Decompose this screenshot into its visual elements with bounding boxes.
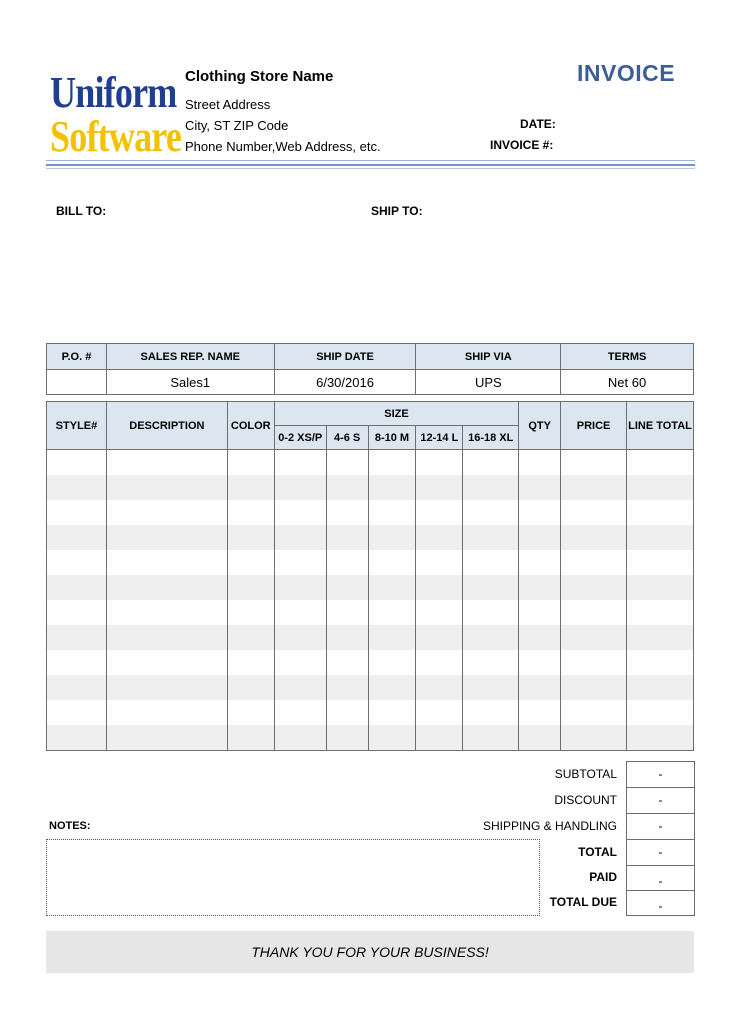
table-row: [47, 575, 694, 600]
table-cell[interactable]: [463, 450, 519, 476]
color-header: COLOR: [227, 402, 274, 450]
table-cell[interactable]: [416, 500, 463, 525]
notes-input[interactable]: [46, 839, 540, 916]
table-cell[interactable]: [47, 725, 107, 751]
table-cell[interactable]: [627, 725, 694, 751]
table-cell[interactable]: [326, 525, 368, 550]
company-name: Clothing Store Name: [185, 68, 334, 85]
table-cell[interactable]: [326, 625, 368, 650]
table-cell[interactable]: [627, 550, 694, 575]
table-cell[interactable]: [627, 650, 694, 675]
logo-software: Software: [50, 112, 182, 161]
table-cell[interactable]: [368, 625, 416, 650]
table-cell[interactable]: [416, 675, 463, 700]
table-cell[interactable]: [519, 700, 561, 725]
table-cell[interactable]: [416, 550, 463, 575]
table-cell[interactable]: [106, 575, 227, 600]
date-label: DATE:: [520, 117, 556, 131]
header-divider: [46, 164, 695, 166]
size-xs-header: 0-2 XS/P: [274, 426, 326, 450]
table-cell[interactable]: [106, 450, 227, 476]
table-cell[interactable]: [274, 600, 326, 625]
table-cell[interactable]: [227, 525, 274, 550]
table-cell[interactable]: [326, 650, 368, 675]
table-cell[interactable]: [106, 550, 227, 575]
table-cell[interactable]: [561, 700, 627, 725]
table-cell[interactable]: [463, 525, 519, 550]
description-header: DESCRIPTION: [106, 402, 227, 450]
company-contact: Phone Number,Web Address, etc.: [185, 139, 381, 154]
table-row: [47, 700, 694, 725]
table-cell[interactable]: [519, 550, 561, 575]
table-cell[interactable]: [627, 450, 694, 476]
table-row: [47, 475, 694, 500]
table-cell[interactable]: [416, 625, 463, 650]
table-cell[interactable]: [368, 650, 416, 675]
total-due-label: TOTAL DUE: [549, 895, 617, 909]
table-cell[interactable]: [368, 500, 416, 525]
table-cell[interactable]: [561, 650, 627, 675]
table-cell[interactable]: [47, 700, 107, 725]
table-cell[interactable]: [106, 675, 227, 700]
sales-rep-header: SALES REP. NAME: [106, 344, 274, 370]
table-cell[interactable]: [416, 600, 463, 625]
table-cell[interactable]: [627, 700, 694, 725]
table-cell[interactable]: [274, 675, 326, 700]
table-cell[interactable]: [274, 525, 326, 550]
company-city: City, ST ZIP Code: [185, 118, 289, 133]
table-cell[interactable]: [463, 600, 519, 625]
table-cell[interactable]: [627, 475, 694, 500]
po-value[interactable]: [47, 370, 107, 395]
table-cell[interactable]: [627, 600, 694, 625]
table-cell[interactable]: [326, 575, 368, 600]
table-cell[interactable]: [274, 475, 326, 500]
table-cell[interactable]: [274, 550, 326, 575]
table-cell[interactable]: [368, 725, 416, 751]
logo-uniform: Uniform: [50, 68, 177, 117]
table-row: [47, 600, 694, 625]
table-cell[interactable]: [561, 525, 627, 550]
table-row: [47, 450, 694, 476]
table-cell[interactable]: [47, 550, 107, 575]
qty-header: QTY: [519, 402, 561, 450]
table-cell[interactable]: [463, 700, 519, 725]
table-cell[interactable]: [368, 675, 416, 700]
ship-via-value[interactable]: UPS: [416, 370, 561, 395]
table-cell[interactable]: [106, 500, 227, 525]
sales-rep-value[interactable]: Sales1: [106, 370, 274, 395]
table-cell[interactable]: [627, 500, 694, 525]
table-cell[interactable]: [561, 450, 627, 476]
po-header: P.O. #: [47, 344, 107, 370]
table-cell[interactable]: [274, 625, 326, 650]
size-m-header: 8-10 M: [368, 426, 416, 450]
table-cell[interactable]: [326, 600, 368, 625]
terms-value[interactable]: Net 60: [561, 370, 694, 395]
table-cell[interactable]: [106, 600, 227, 625]
table-cell[interactable]: [463, 575, 519, 600]
size-xl-header: 16-18 XL: [463, 426, 519, 450]
table-cell[interactable]: [519, 725, 561, 751]
thank-you-banner: THANK YOU FOR YOUR BUSINESS!: [46, 931, 694, 973]
table-cell[interactable]: [47, 575, 107, 600]
table-cell[interactable]: [106, 700, 227, 725]
table-cell[interactable]: [561, 550, 627, 575]
table-cell[interactable]: [519, 575, 561, 600]
table-cell[interactable]: [463, 625, 519, 650]
table-cell[interactable]: [416, 700, 463, 725]
notes-label: NOTES:: [49, 820, 91, 832]
size-header: SIZE: [274, 402, 518, 426]
order-info-table: [46, 343, 694, 395]
paid-value[interactable]: -: [626, 865, 695, 891]
table-cell[interactable]: [106, 650, 227, 675]
table-cell[interactable]: [519, 500, 561, 525]
table-cell[interactable]: [416, 475, 463, 500]
table-cell[interactable]: [368, 575, 416, 600]
table-row: [47, 550, 694, 575]
table-cell[interactable]: [47, 525, 107, 550]
table-cell[interactable]: [326, 725, 368, 751]
ship-date-header: SHIP DATE: [274, 344, 416, 370]
table-cell[interactable]: [627, 625, 694, 650]
table-cell[interactable]: [416, 450, 463, 476]
table-cell[interactable]: [416, 725, 463, 751]
table-cell[interactable]: [227, 675, 274, 700]
table-cell[interactable]: [561, 625, 627, 650]
table-cell[interactable]: [463, 650, 519, 675]
table-cell[interactable]: [463, 675, 519, 700]
table-cell[interactable]: [627, 675, 694, 700]
table-cell[interactable]: [561, 475, 627, 500]
table-cell[interactable]: [326, 675, 368, 700]
table-cell[interactable]: [47, 675, 107, 700]
table-cell[interactable]: [106, 725, 227, 751]
table-cell[interactable]: [627, 575, 694, 600]
table-cell[interactable]: [561, 675, 627, 700]
table-cell[interactable]: [463, 500, 519, 525]
table-cell[interactable]: [463, 725, 519, 751]
table-cell[interactable]: [47, 450, 107, 476]
table-row: [47, 500, 694, 525]
table-cell[interactable]: [47, 500, 107, 525]
table-cell[interactable]: [326, 475, 368, 500]
table-cell[interactable]: [47, 650, 107, 675]
table-cell[interactable]: [227, 725, 274, 751]
table-cell[interactable]: [519, 675, 561, 700]
table-cell[interactable]: [368, 600, 416, 625]
header-divider: [46, 160, 695, 161]
header-divider: [46, 168, 695, 169]
line-total-header: LINE TOTAL: [627, 402, 694, 450]
table-cell[interactable]: [274, 500, 326, 525]
table-cell[interactable]: [227, 625, 274, 650]
total-label: TOTAL: [578, 845, 617, 859]
invoice-number-label: INVOICE #:: [490, 138, 554, 152]
table-cell[interactable]: [368, 550, 416, 575]
table-row: [47, 675, 694, 700]
table-cell[interactable]: [227, 650, 274, 675]
total-due-value[interactable]: -: [626, 890, 695, 916]
table-cell[interactable]: [326, 500, 368, 525]
table-cell[interactable]: [274, 700, 326, 725]
table-cell[interactable]: [227, 575, 274, 600]
table-row: [47, 725, 694, 751]
table-cell[interactable]: [519, 625, 561, 650]
table-cell[interactable]: [274, 575, 326, 600]
shipping-value[interactable]: -: [626, 813, 695, 840]
items-table: [46, 401, 694, 751]
subtotal-value[interactable]: -: [626, 761, 695, 788]
table-cell[interactable]: [368, 450, 416, 476]
table-cell[interactable]: [519, 650, 561, 675]
paid-label: PAID: [589, 870, 617, 884]
table-cell[interactable]: [227, 450, 274, 476]
table-cell[interactable]: [519, 600, 561, 625]
company-street: Street Address: [185, 97, 271, 112]
shipping-label: SHIPPING & HANDLING: [482, 819, 617, 833]
table-row: [47, 525, 694, 550]
discount-value[interactable]: -: [626, 787, 695, 814]
table-cell[interactable]: [106, 625, 227, 650]
size-l-header: 12-14 L: [416, 426, 463, 450]
style-header: STYLE#: [47, 402, 107, 450]
table-cell[interactable]: [47, 625, 107, 650]
table-cell[interactable]: [368, 525, 416, 550]
price-header: PRICE: [561, 402, 627, 450]
terms-header: TERMS: [561, 344, 694, 370]
subtotal-label: SUBTOTAL: [554, 767, 617, 781]
discount-label: DISCOUNT: [554, 793, 617, 807]
table-cell[interactable]: [463, 475, 519, 500]
ship-to-label: SHIP TO:: [371, 204, 423, 218]
table-cell[interactable]: [274, 650, 326, 675]
table-cell[interactable]: [274, 725, 326, 751]
total-value[interactable]: -: [626, 839, 695, 866]
ship-via-header: SHIP VIA: [416, 344, 561, 370]
table-cell[interactable]: [326, 450, 368, 476]
table-cell[interactable]: [227, 500, 274, 525]
table-row: [47, 625, 694, 650]
table-cell[interactable]: [227, 700, 274, 725]
table-cell[interactable]: [463, 550, 519, 575]
table-cell[interactable]: [227, 550, 274, 575]
table-cell[interactable]: [561, 600, 627, 625]
table-cell[interactable]: [326, 550, 368, 575]
table-cell[interactable]: [561, 725, 627, 751]
size-s-header: 4-6 S: [326, 426, 368, 450]
table-cell[interactable]: [368, 475, 416, 500]
table-cell[interactable]: [274, 450, 326, 476]
table-cell[interactable]: [416, 575, 463, 600]
page-title: INVOICE: [577, 60, 676, 86]
table-cell[interactable]: [561, 575, 627, 600]
table-cell[interactable]: [519, 475, 561, 500]
table-cell[interactable]: [47, 600, 107, 625]
table-cell[interactable]: [627, 525, 694, 550]
table-cell[interactable]: [106, 475, 227, 500]
table-cell[interactable]: [326, 700, 368, 725]
table-cell[interactable]: [519, 450, 561, 476]
table-cell[interactable]: [47, 475, 107, 500]
bill-to-label: BILL TO:: [56, 204, 107, 218]
table-cell[interactable]: [227, 475, 274, 500]
table-cell[interactable]: [106, 525, 227, 550]
table-cell[interactable]: [416, 650, 463, 675]
ship-date-value[interactable]: 6/30/2016: [274, 370, 416, 395]
table-cell[interactable]: [561, 500, 627, 525]
table-cell[interactable]: [227, 600, 274, 625]
table-cell[interactable]: [519, 525, 561, 550]
table-row: [47, 650, 694, 675]
table-cell[interactable]: [416, 525, 463, 550]
table-cell[interactable]: [368, 700, 416, 725]
